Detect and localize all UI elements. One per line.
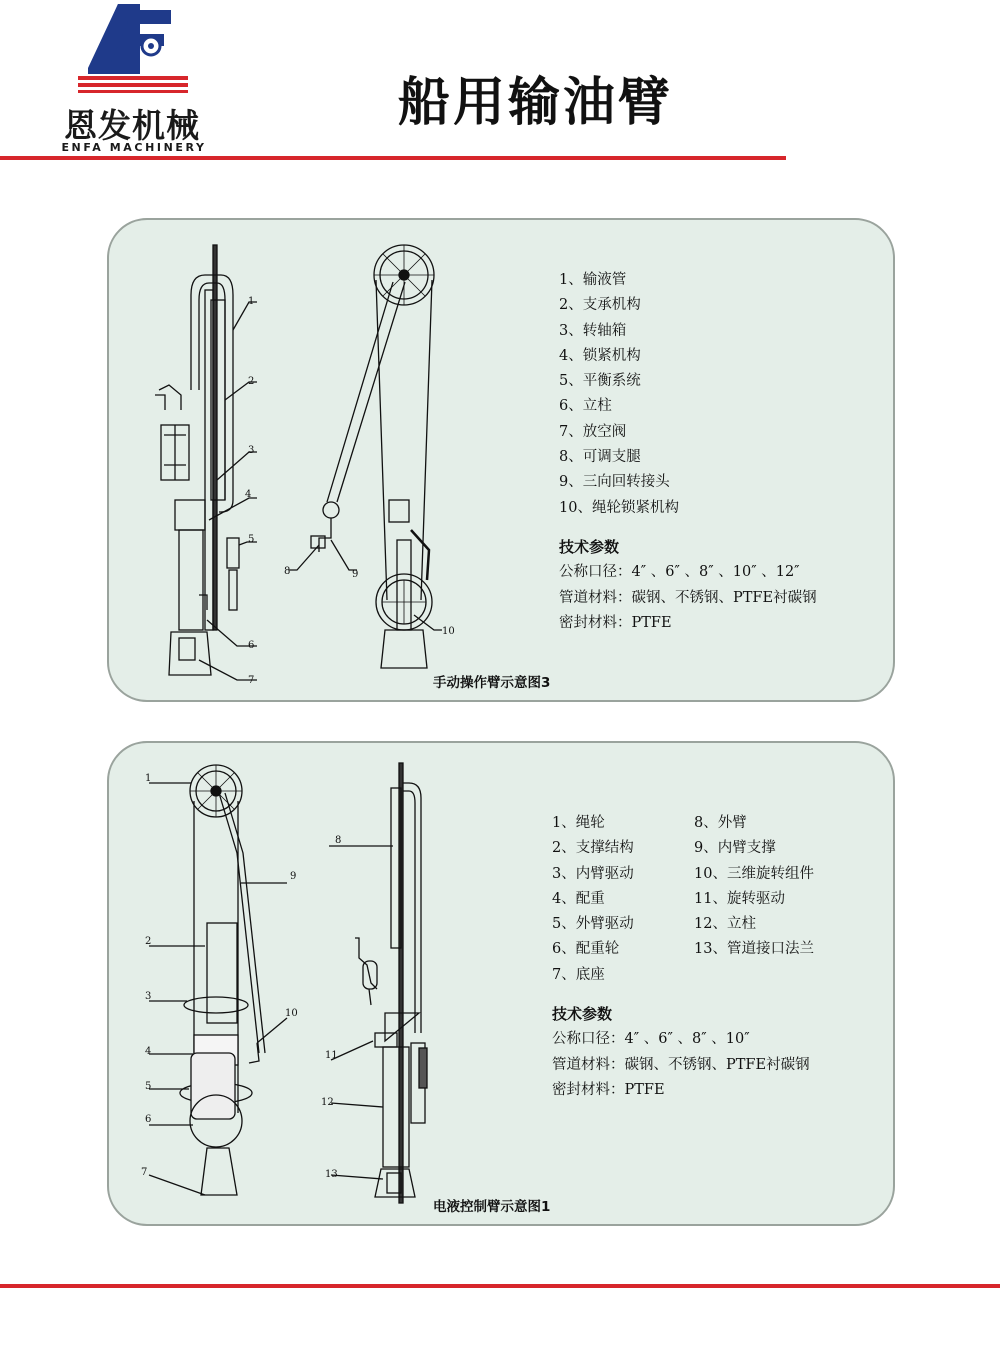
legend-item: 4、配重 <box>552 890 605 907</box>
electro-arm-legend-right <box>694 811 814 963</box>
manual-arm-panel <box>107 218 895 702</box>
page-title: 船用输油臂 <box>398 73 674 133</box>
legend-item: 7、放空阀 <box>559 423 627 440</box>
footer-divider <box>0 1284 1000 1288</box>
callout-label: 1 <box>248 296 255 307</box>
legend-item: 13、管道接口法兰 <box>694 941 814 958</box>
legend-item: 7、底座 <box>552 966 605 983</box>
callout-label: 5 <box>248 534 255 545</box>
callout-label: 2 <box>248 376 255 387</box>
legend-item: 1、绳轮 <box>552 815 605 831</box>
logo-chinese-name: 恩发机械 <box>64 106 200 145</box>
legend-item: 1、输液管 <box>559 272 627 288</box>
logo-english-name: ENFA MACHINERY <box>61 141 207 154</box>
legend-item: 2、支撑结构 <box>552 840 634 857</box>
figure-caption: 电液控制臂示意图1 <box>433 1199 551 1215</box>
callout-label: 6 <box>145 1114 152 1125</box>
legend-item: 8、外臂 <box>694 815 747 831</box>
callout-label: 1 <box>145 773 152 784</box>
legend-item: 3、内臂驱动 <box>552 865 634 882</box>
callout-label: 4 <box>145 1046 152 1057</box>
tech-param: 管道材料：碳钢、不锈钢、PTFE衬碳钢 <box>552 1056 810 1073</box>
manual-arm-legend <box>559 268 817 636</box>
callout-label: 6 <box>248 640 255 651</box>
callout-label: 3 <box>145 991 152 1002</box>
callout-label: 5 <box>145 1081 152 1092</box>
tech-params-heading: 技术参数 <box>559 537 620 556</box>
legend-item: 10、三维旋转组件 <box>694 865 814 882</box>
legend-item: 12、立柱 <box>694 916 756 933</box>
legend-item: 10、绳轮锁紧机构 <box>559 499 679 516</box>
legend-item: 6、配重轮 <box>552 941 620 958</box>
legend-item: 5、外臂驱动 <box>552 916 634 933</box>
tech-param: 公称口径：4″ 、6″ 、8″ 、10″ <box>552 1031 750 1048</box>
callout-label: 10 <box>285 1008 298 1019</box>
brand-logo <box>52 4 212 154</box>
tech-param: 密封材料：PTFE <box>552 1081 665 1098</box>
callout-label: 7 <box>248 675 255 686</box>
callout-label: 9 <box>352 569 359 580</box>
callout-label: 4 <box>245 489 252 500</box>
callout-label: 3 <box>248 445 255 456</box>
legend-item: 2、支承机构 <box>559 297 641 314</box>
callout-label: 13 <box>325 1169 338 1180</box>
legend-item: 9、三向回转接头 <box>559 474 670 491</box>
header-divider <box>0 156 786 160</box>
callout-label: 8 <box>335 835 342 846</box>
legend-item: 8、可调支腿 <box>559 449 641 466</box>
callout-label: 11 <box>325 1050 338 1061</box>
legend-item: 11、旋转驱动 <box>694 890 785 907</box>
callout-label: 2 <box>145 936 152 947</box>
callout-label: 9 <box>290 871 297 882</box>
legend-item: 9、内臂支撑 <box>694 840 776 857</box>
legend-item: 5、平衡系统 <box>559 373 641 390</box>
callout-label: 7 <box>141 1167 148 1178</box>
legend-item: 6、立柱 <box>559 398 612 415</box>
legend-item: 3、转轴箱 <box>559 322 627 339</box>
tech-params-heading: 技术参数 <box>552 1005 613 1024</box>
logo-emblem-icon <box>78 4 188 96</box>
callout-label: 10 <box>442 626 455 637</box>
legend-item: 4、锁紧机构 <box>559 347 641 364</box>
figure-caption: 手动操作臂示意图3 <box>433 675 551 691</box>
callout-label: 8 <box>284 566 291 577</box>
tech-param: 管道材料：碳钢、不锈钢、PTFE衬碳钢 <box>559 589 817 606</box>
callout-label: 12 <box>321 1097 334 1108</box>
electro-hydraulic-arm-panel <box>107 741 895 1226</box>
tech-param: 公称口径：4″ 、6″ 、8″ 、10″ 、12″ <box>559 564 800 581</box>
tech-param: 密封材料：PTFE <box>559 614 672 631</box>
